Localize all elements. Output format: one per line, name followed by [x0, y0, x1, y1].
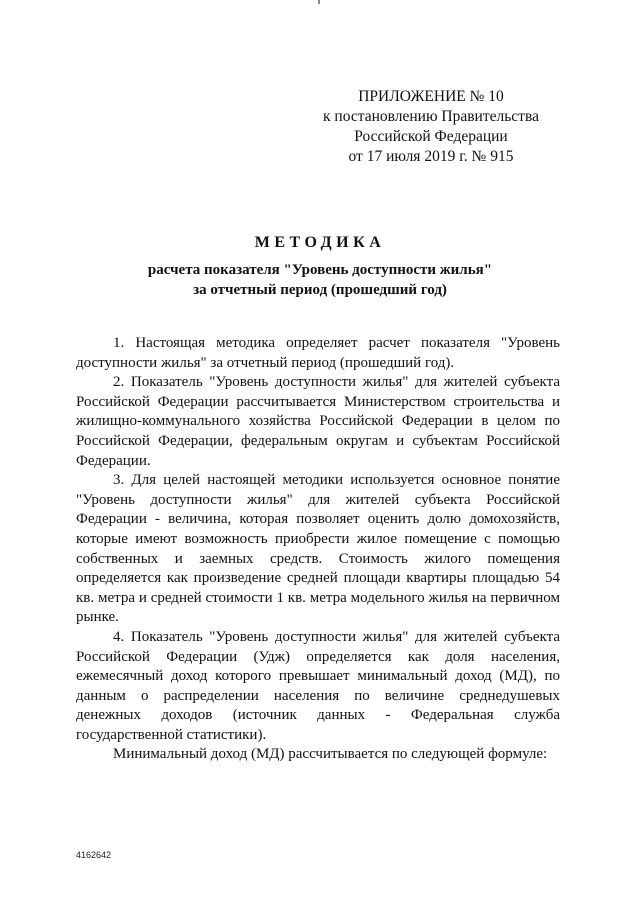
annex-number: ПРИЛОЖЕНИЕ № 10	[358, 88, 504, 105]
annex-header	[316, 87, 546, 167]
page-top-mark	[318, 0, 320, 4]
annex-country: Российской Федерации	[354, 128, 508, 145]
annex-decree-ref: к постановлению Правительства	[323, 108, 539, 125]
subtitle-line-2: за отчетный период (прошедший год)	[193, 282, 447, 298]
paragraph-3: 3. Для целей настоящей методики используется основное понятие "Уровень доступности жилья" для жителей субъекта Российской Федерации - величина, которая позволяет оценить долю домохозяйств, которые имеют возможность приобрести жилое помещение с помощью собственных и заемных средств. Стоимость жилого помещения определяется как произведение средней площади квартиры площадью 54 кв. метра и средней стоимости 1 кв. метра модельного жилья на первичном рынке.	[76, 472, 560, 626]
footer-document-code: 4162642	[76, 850, 112, 860]
paragraph-formula-intro: Минимальный доход (МД) рассчитывается по следующей формуле:	[113, 746, 548, 763]
paragraph-4: 4. Показатель "Уровень доступности жилья" для жителей субъекта Российской Федерации (Удж) определяется как доля населения, ежемесячный доход которого превышает минимальный доход (МД), по данным о распределении населения по величине среднедушевых денежных доходов (источник данных - Федеральная служба государственной статистики).	[76, 628, 560, 743]
annex-date: от 17 июля 2019 г. № 915	[348, 148, 514, 165]
paragraph-2: 2. Показатель "Уровень доступности жилья" для жителей субъекта Российской Федерации рассчитывается Министерством строительства и жилищно-коммунального хозяйства Российской Федерации в целом по Российской Федерации, федеральным округам и субъектам Российской Федерации.	[76, 374, 560, 469]
document-subtitle	[0, 260, 640, 300]
document-title: МЕТОДИКА	[254, 234, 386, 251]
subtitle-line-1: расчета показателя "Уровень доступности жилья"	[147, 262, 493, 278]
document-body	[76, 334, 560, 765]
paragraph-1: 1. Настоящая методика определяет расчет показателя "Уровень доступности жилья" за отчетный период (прошедший год).	[76, 335, 560, 371]
